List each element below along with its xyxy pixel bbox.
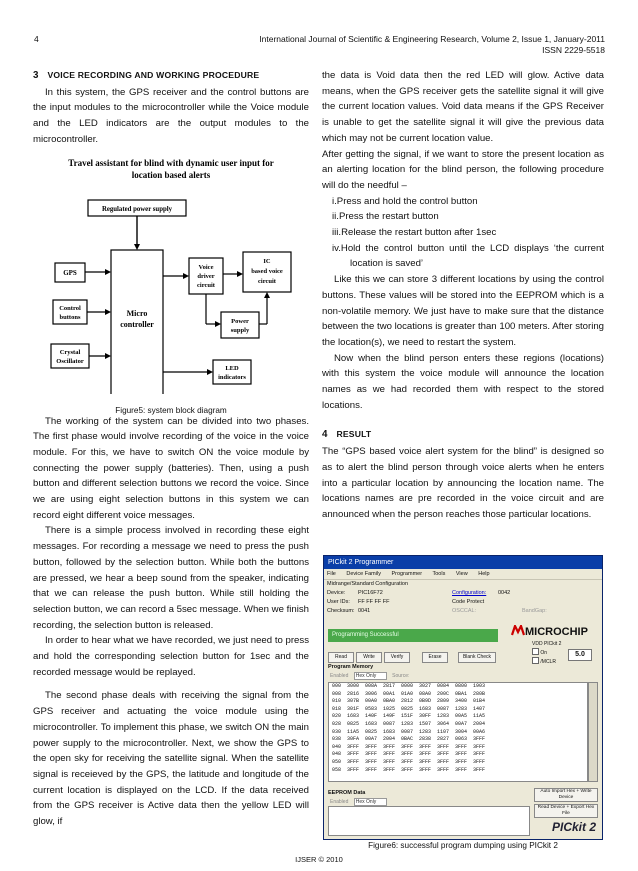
right-para-4: Now when the blind person enters these regions (locations) with this system the voice module will announce the location names as we had recorded them with respect to the stored locations. bbox=[322, 352, 604, 411]
right-para-1: the data is Void data then the red LED will glow. Active data means, when the GPS receiver gets the satellite signal it will give the current location values. Void data means if the GPS Receiver is unable to get the satellite signal it will give the previous data which may not be current location value. bbox=[322, 70, 604, 144]
auto-import-button[interactable]: Auto Import Hex + Write Device bbox=[534, 788, 598, 802]
block-diagram bbox=[33, 148, 309, 394]
memory-row: 040 3FFF 3FFF 3FFF 3FFF 3FFF 3FFF 3FFF 3FFF bbox=[332, 743, 486, 750]
gps-label: GPS bbox=[63, 268, 77, 277]
memory-row: 050 3FFF 3FFF 3FFF 3FFF 3FFF 3FFF 3FFF 3FFF bbox=[332, 758, 486, 765]
pickit-status: Programming Successful bbox=[328, 629, 498, 642]
vdd-panel bbox=[532, 641, 561, 666]
memory-row: 018 301F 0583 1025 0825 1683 0087 1283 1407 bbox=[332, 705, 486, 712]
section-4-number: 4 bbox=[322, 429, 328, 441]
eeprom-controls: Enabled Hex Only bbox=[330, 798, 387, 806]
menu-file: File bbox=[327, 571, 336, 577]
program-memory-controls: Enabled Hex Only Source: bbox=[330, 673, 410, 679]
section-3-number: 3 bbox=[33, 70, 39, 81]
left-column bbox=[33, 68, 309, 830]
micro-label-2: controller bbox=[120, 319, 154, 329]
section-4-heading bbox=[322, 427, 604, 443]
pickit-checksum-row: Checksum: 0041 OSCCAL: BandGap: bbox=[327, 608, 547, 614]
power-supply-label-2: supply bbox=[230, 326, 250, 334]
read-button[interactable]: Read bbox=[328, 652, 354, 663]
pickit-userids-row: User IDs: FF FF FF FF Code Protect bbox=[327, 599, 485, 605]
figure-5 bbox=[33, 148, 309, 416]
section-3-para-5: The second phase deals with receiving the signal from the GPS receiver and actuating the voice module using the microcontroller. To implement this phase, we switch ON the main power supply to the microcontroller. Next, we show the GPS to the open sky for receiving the satellite signal. When the satellite signal is receieved by the GPS, the latitude and longitude of the current location is displayed on the LCD. If the data received from the GPS receiver is Active data then the yellow LED will glow, if bbox=[33, 690, 309, 828]
menu-view: View bbox=[455, 571, 468, 577]
figure-6-caption: Figure6: successful program dumping using PICkit 2 bbox=[368, 841, 558, 850]
pickit-title-bar: PICkit 2 Programmer bbox=[324, 556, 602, 569]
program-memory-grid bbox=[328, 682, 588, 782]
crystal-label-2: Oscillator bbox=[56, 357, 84, 365]
ic-voice-label-2: based voice bbox=[251, 267, 283, 275]
pickit-brand: PICkit 2 bbox=[552, 820, 597, 834]
pickit-device-row: Device: PIC16F72 Configuration: 0042 bbox=[327, 590, 511, 596]
page-footer: IJSER © 2010 bbox=[295, 855, 343, 864]
microchip-logo: MICROCHIP bbox=[511, 625, 588, 638]
read-export-button[interactable]: Read Device + Export Hex File bbox=[534, 804, 598, 818]
right-para-3: Like this we can store 3 different locations by using the control buttons. These values will be stored into the EEPROM which is a non-volatile memory. We just have to make sure that the distance between the two locations is greater than 100 meters. After storing the location(s), we need to restart the system. bbox=[322, 274, 604, 348]
vdd-label: VDD PICkit 2 bbox=[532, 641, 562, 647]
section-3-para-4: In order to hear what we have recorded, we just need to press and hold the corresponding selection button for 1sec and the recorded message would be replayed. bbox=[33, 635, 309, 678]
crystal-label-1: Crystal bbox=[59, 348, 81, 356]
memory-row: 030 11A5 0825 1683 0087 1283 1107 3004 00A6 bbox=[332, 728, 486, 735]
menu-tools: Tools bbox=[432, 571, 446, 577]
procedure-step-1: i.Press and hold the control button bbox=[332, 195, 478, 207]
right-para-2: After getting the signal, if we want to store the present location as an alerting location for the blind person, the following procedure will do the needful – bbox=[322, 148, 604, 191]
menu-device-family: Device Family bbox=[346, 571, 381, 577]
regulated-power-label: Regulated power supply bbox=[101, 205, 173, 213]
led-label-1: LED bbox=[225, 364, 239, 372]
eeprom-grid bbox=[328, 806, 530, 836]
memory-row: 038 30FA 00A7 2004 0BAC 2838 2827 0063 3FFF bbox=[332, 736, 486, 743]
pickit-menu bbox=[324, 569, 602, 580]
menu-programmer: Programmer bbox=[391, 571, 423, 577]
diagram-title-1: Travel assistant for blind with dynamic user input for bbox=[68, 157, 274, 168]
section-3-para-2: The working of the system can be divided into two phases. The first phase would involve recording of the voice in the voice module. For this, we have to switch ON the voice module by connecting the power supply (batteries). Then, using a push button and different selection buttons we record the voice. Since we are using eight selection buttons in this system we can record eight different voice messages. bbox=[33, 415, 309, 521]
procedure-step-4: iv.Hold the control button until the LCD displays ‘the current location is saved’ bbox=[332, 242, 604, 270]
control-buttons-label-1: Control bbox=[59, 304, 81, 312]
figure-5-caption: Figure5: system block diagram bbox=[115, 406, 227, 416]
verify-button[interactable]: Verify bbox=[384, 652, 410, 663]
voice-driver-label-2: driver bbox=[197, 272, 215, 280]
vdd-on[interactable]: On bbox=[532, 648, 561, 657]
procedure-step-2: ii.Press the restart button bbox=[332, 211, 439, 223]
procedure-list bbox=[322, 194, 604, 273]
led-label-2: indicators bbox=[218, 373, 246, 381]
power-supply-label-1: Power bbox=[231, 317, 249, 325]
memory-row: 020 1683 140F 149F 151F 30FF 1283 00A5 11A5 bbox=[332, 713, 486, 720]
right-column bbox=[322, 68, 604, 523]
journal-issn: ISSN 2229-5518 bbox=[542, 45, 605, 55]
section-4-title: RESULT bbox=[336, 429, 372, 440]
menu-help: Help bbox=[478, 571, 490, 577]
memory-row: 000 3000 008A 2817 0000 3027 0084 0800 1903 bbox=[332, 683, 486, 689]
voice-driver-label-1: Voice bbox=[198, 263, 214, 271]
eeprom-label: EEPROM Data bbox=[328, 790, 366, 796]
write-button[interactable]: Write bbox=[356, 652, 382, 663]
erase-button[interactable]: Erase bbox=[422, 652, 448, 663]
memory-row: 008 2816 3006 00A1 01A0 08A0 200C 0BA1 280B bbox=[332, 690, 486, 697]
micro-label-1: Micro bbox=[126, 308, 148, 318]
memory-row: 058 3FFF 3FFF 3FFF 3FFF 3FFF 3FFF 3FFF 3FFF bbox=[332, 766, 486, 773]
page-number: 4 bbox=[34, 34, 39, 44]
pickit-screenshot bbox=[323, 555, 603, 840]
grid-scrollbar[interactable] bbox=[588, 682, 598, 782]
section-3-heading bbox=[33, 68, 309, 84]
voice-driver-label-3: circuit bbox=[197, 281, 215, 289]
pickit-config-line: Midrange/Standard Configuration bbox=[327, 581, 409, 587]
power-supply-block bbox=[221, 312, 259, 338]
vdd-value-box[interactable]: 5.0 bbox=[568, 649, 592, 661]
section-3-para-3: There is a simple process involved in recording these eight messages. For recording a message we need to press the push button, followed by the selection button. While both the buttons are pressed, we hear a beep sound from the speaker, indicating that we can release the push button. While still holding the selection button, we can record a 5sec message. When we finish recording, the selection button is released. bbox=[33, 525, 309, 631]
memory-row: 048 3FFF 3FFF 3FFF 3FFF 3FFF 3FFF 3FFF 3FFF bbox=[332, 751, 486, 758]
ic-voice-label-1: IC bbox=[263, 257, 271, 265]
control-buttons-label-2: buttons bbox=[59, 313, 81, 321]
procedure-step-3: iii.Release the restart button after 1sec bbox=[332, 227, 497, 239]
memory-row: 028 0825 1683 0087 1283 1507 3064 00A7 2004 bbox=[332, 720, 486, 727]
memory-row: 010 307B 00A0 0BA0 2812 0B9D 2809 3400 01B4 bbox=[332, 698, 486, 705]
section-3-title: VOICE RECORDING AND WORKING PROCEDURE bbox=[47, 70, 260, 80]
diagram-title-2: location based alerts bbox=[131, 169, 211, 180]
journal-header bbox=[185, 34, 605, 56]
section-4-para: The “GPS based voice alert system for the blind” is designed so as to alert the blind person through voice alerts when he enters into a particular location by announcing the location name. The locations names are pre recorded in the voice circuit and are announced when the person reaches those particular locations. bbox=[322, 446, 604, 520]
section-3-para-1: In this system, the GPS receiver and the control buttons are the input modules to the microcontroller while the Voice module and the LED indicators are the output modules to the microcontroller. bbox=[33, 86, 309, 145]
journal-title: International Journal of Scientific & Engineering Research, Volume 2, Issue 1, January-2011 bbox=[259, 34, 605, 44]
program-memory-label: Program Memory bbox=[328, 664, 374, 670]
blank-check-button[interactable]: Blank Check bbox=[458, 652, 496, 663]
vdd-mclr[interactable]: /MCLR bbox=[532, 657, 561, 666]
ic-voice-label-3: circuit bbox=[258, 277, 276, 285]
